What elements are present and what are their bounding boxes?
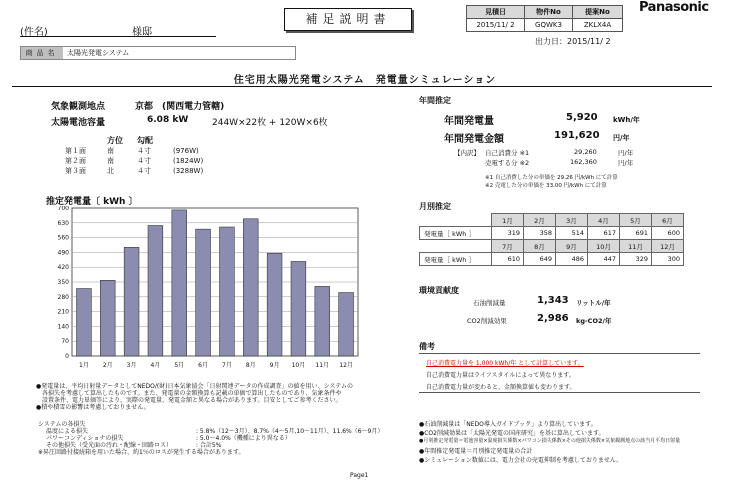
main-title: 住宅用太陽光発電システム 発電量シミュレーション (233, 75, 497, 86)
remarks-box (419, 353, 700, 393)
plane-direction: 北 (107, 167, 114, 175)
plane-pitch: ４寸 (137, 147, 151, 155)
month-header: 5月 (620, 214, 652, 227)
environment-section-heading: 環境貢献度 (419, 286, 459, 295)
month-value: 617 (588, 227, 620, 240)
month-header: 7月 (492, 240, 524, 253)
bar (339, 293, 354, 356)
remark-line-3: 自己消費電力量が変わると、金額換算値も変わります。 (426, 384, 576, 391)
left-note-4: ●積や積雪の影響は考慮しておりません。 (36, 404, 150, 411)
meta-value-property: GQWK3 (525, 19, 573, 32)
case-label: (件名) (20, 27, 48, 38)
plane-row (60, 156, 208, 166)
right-note-3: ●月別推定発電量＝電池容量×温度損失係数×パワコン損失係数×その他損失係数×気象観測地点の該当月平均日射量 (419, 438, 681, 444)
planes-header-1: 方位 (107, 136, 123, 145)
month-value: 300 (652, 253, 684, 266)
x-tick-label: 1月 (79, 362, 89, 369)
plane-pitch: ４寸 (137, 167, 151, 175)
month-header: 9月 (556, 240, 588, 253)
co2-value: 2,986 (537, 313, 569, 324)
x-tick-label: 11月 (315, 362, 330, 369)
month-header: 11月 (620, 240, 652, 253)
month-value: 691 (620, 227, 652, 240)
annual-note-1: ※1 自己消費した分の単価を 29.26 円/kWh にて計算 (485, 175, 618, 181)
y-tick-label: 490 (57, 249, 69, 257)
bar (172, 210, 187, 356)
page-number: Page1 (350, 472, 369, 479)
monthly-table (419, 213, 684, 266)
plane-pitch: ４寸 (137, 157, 151, 165)
month-header: 1月 (492, 214, 524, 227)
y-tick-label: 280 (57, 293, 69, 301)
capacity-value: 6.08 kW (147, 115, 189, 125)
y-tick-label: 420 (57, 264, 69, 272)
plane-direction: 南 (107, 147, 114, 155)
bar (77, 289, 92, 356)
meta-table (466, 5, 623, 32)
x-tick-label: 8月 (245, 362, 256, 369)
planes-header-3 (168, 135, 208, 146)
month-value: 329 (620, 253, 652, 266)
loss-pcs-value: : 5.0～4.0%（機種により異なる） (196, 435, 291, 442)
plane-power: (976W) (173, 147, 199, 155)
x-tick-label: 10月 (291, 362, 306, 369)
month-value: 358 (524, 227, 556, 240)
remark-line-2: 自己消費電力量はライフスタイルによって異なります。 (426, 372, 575, 379)
chart-title: 推定発電量〔 kWh 〕 (46, 197, 138, 207)
co2-unit: kg-CO2/年 (576, 317, 612, 325)
obs-value: 京都 (関西電力管轄) (135, 102, 225, 112)
loss-other-label: その他損失（受光面の汚れ・配線・回路ロス） (46, 442, 173, 449)
bar (148, 226, 163, 356)
monthly-corner (420, 214, 492, 227)
right-note-4: ●年間推定発電量＝月別推定発電量の合計 (419, 448, 533, 455)
left-note-2: 各損失を考慮して算出したものです。また、発電量の金額換算も記載の単価で算出したものであり、気象条件や (36, 390, 342, 397)
annual-note-2: ※2 売電した分の単価を 33.00 円/kWh にて計算 (485, 183, 607, 189)
remarks-section-heading: 備考 (419, 342, 435, 351)
self-consumption-unit: 円/年 (618, 149, 634, 157)
loss-temp-label: 温度による損失 (46, 428, 89, 435)
loss-other-value: : 合計5% (196, 442, 222, 449)
loss-temp-value: : 5.8%（12～3月）、8.7%（4～5月,10～11月）、11.6%（6～9月） (196, 428, 384, 435)
annual-amount-label: 年間発電金額 (444, 134, 504, 145)
oil-label: 石油削減量 (473, 299, 506, 307)
x-tick-label: 5月 (174, 362, 185, 369)
month-header: 10月 (588, 240, 620, 253)
month-value: 514 (556, 227, 588, 240)
generation-chart (46, 206, 362, 376)
plane-power: (1824W) (173, 157, 204, 165)
y-tick-label: 70 (61, 338, 69, 346)
meta-header-proposal: 提案No (573, 6, 623, 19)
month-value: 447 (588, 253, 620, 266)
meta-value-proposal: ZKLX4A (573, 19, 623, 32)
month-value: 486 (556, 253, 588, 266)
plane-name: 第３面 (65, 167, 86, 175)
annual-section-heading: 年間推定 (419, 96, 451, 105)
loss-header: システムの各損失 (38, 421, 86, 428)
document-title: 補足説明書 (284, 8, 412, 31)
title-divider (12, 86, 712, 87)
y-tick-label: 140 (57, 323, 69, 331)
obs-label: 気象観測地点 (51, 102, 106, 112)
plane-row (60, 166, 208, 176)
right-note-2: ●CO2削減効果は「太陽光発電の国産研究」を基に算出しています。 (419, 430, 605, 437)
bar (124, 247, 139, 356)
left-note-1: ●発電量は、平均日射量データとしてNEDO/(財)日本気象協会「日射関連データの作成調査」の値を用い、システムの (36, 383, 353, 390)
breakdown-tag: 【内訳】 (454, 149, 480, 157)
monthly-corner (420, 240, 492, 253)
loss-pcs-label: パワーコンディショナの損失 (46, 435, 124, 442)
meta-header-property: 物件No (525, 6, 573, 19)
month-value: 319 (492, 227, 524, 240)
y-tick-label: 210 (57, 308, 69, 316)
left-note-3: 設置条件、電力単価等により、実際の発電量、発電金額と異なる場合があります。目安としてご参考ください。 (36, 397, 342, 404)
sell-label: 売電する分 ※2 (485, 159, 530, 167)
bar (196, 229, 211, 356)
plane-name: 第２面 (65, 157, 86, 165)
oil-value: 1,343 (537, 295, 569, 306)
planes-header-0 (60, 135, 102, 146)
y-tick-label: 350 (57, 279, 69, 286)
bar (291, 261, 306, 356)
bar (100, 280, 115, 356)
x-tick-label: 12月 (339, 362, 353, 369)
annual-amount-value: 191,620 (554, 130, 600, 141)
case-name-row (20, 23, 216, 37)
x-tick-label: 6月 (198, 362, 208, 369)
plane-name: 第１面 (65, 147, 86, 155)
sell-value: 162,360 (570, 158, 597, 166)
meta-value-date: 2015/11/ 2 (467, 19, 525, 32)
month-header: 2月 (524, 214, 556, 227)
right-note-5: ●シミュレーション数値には、電力会社の売電抑制を考慮しておりません。 (419, 457, 623, 464)
self-consumption-value: 29,260 (574, 148, 597, 156)
month-header: 8月 (524, 240, 556, 253)
month-value: 610 (492, 253, 524, 266)
annual-amount-unit: 円/年 (613, 134, 630, 142)
x-tick-label: 9月 (269, 362, 280, 369)
product-value: 太陽光発電システム (67, 49, 130, 57)
oil-unit: リットル/年 (576, 299, 611, 307)
y-tick-label: 630 (57, 219, 69, 227)
planes-table (60, 135, 208, 176)
panasonic-logo: Panasonic (639, 0, 709, 15)
monthly-row-label: 発電量［ kWh ］ (420, 253, 492, 266)
x-tick-label: 4月 (150, 362, 161, 369)
product-label: 商品名 (21, 47, 63, 59)
bar (267, 253, 282, 356)
self-consumption-label: 自己消費分 ※1 (485, 149, 530, 157)
capacity-label: 太陽電池容量 (51, 118, 106, 128)
y-tick-label: 0 (65, 353, 69, 360)
planes-header-2: 勾配 (137, 136, 153, 145)
annual-gen-value: 5,920 (566, 112, 598, 123)
x-tick-label: 3月 (126, 362, 137, 369)
annual-gen-label: 年間発電量 (444, 116, 494, 127)
plane-power: (3288W) (173, 167, 204, 175)
loss-note: ※昇圧回路付接続箱を用いた場合、約1％のロスが発生する場合があります。 (38, 449, 245, 456)
x-tick-label: 7月 (222, 362, 232, 369)
capacity-detail: 244W×22枚 + 120W×6枚 (212, 118, 328, 128)
bar (315, 286, 330, 356)
plane-direction: 南 (107, 157, 114, 165)
y-tick-label: 560 (57, 234, 69, 242)
y-tick-label: 700 (57, 206, 69, 212)
output-date: 出力日：2015/11/ 2 (535, 37, 611, 46)
month-header: 4月 (588, 214, 620, 227)
x-tick-label: 2月 (102, 362, 113, 369)
right-note-1: ●石油削減量は「NEDO導入ガイドブック」より算出しています。 (419, 421, 597, 428)
bar (220, 227, 235, 356)
month-value: 600 (652, 227, 684, 240)
monthly-section-heading: 月別推定 (419, 202, 451, 211)
annual-gen-unit: kWh/年 (613, 116, 640, 124)
product-row (20, 46, 296, 60)
remark-line-1: 自己消費電力量を 1,000 kWh/年 として計算しています。 (426, 360, 584, 367)
plane-row (60, 146, 208, 156)
case-suffix: 様邸 (132, 27, 152, 38)
sell-unit: 円/年 (618, 159, 634, 167)
co2-label: CO2削減効果 (467, 317, 507, 325)
bar (243, 219, 258, 356)
month-header: 6月 (652, 214, 684, 227)
monthly-row-label: 発電量［ kWh ］ (420, 227, 492, 240)
month-header: 12月 (652, 240, 684, 253)
month-header: 3月 (556, 214, 588, 227)
meta-header-date: 見積日 (467, 6, 525, 19)
month-value: 649 (524, 253, 556, 266)
